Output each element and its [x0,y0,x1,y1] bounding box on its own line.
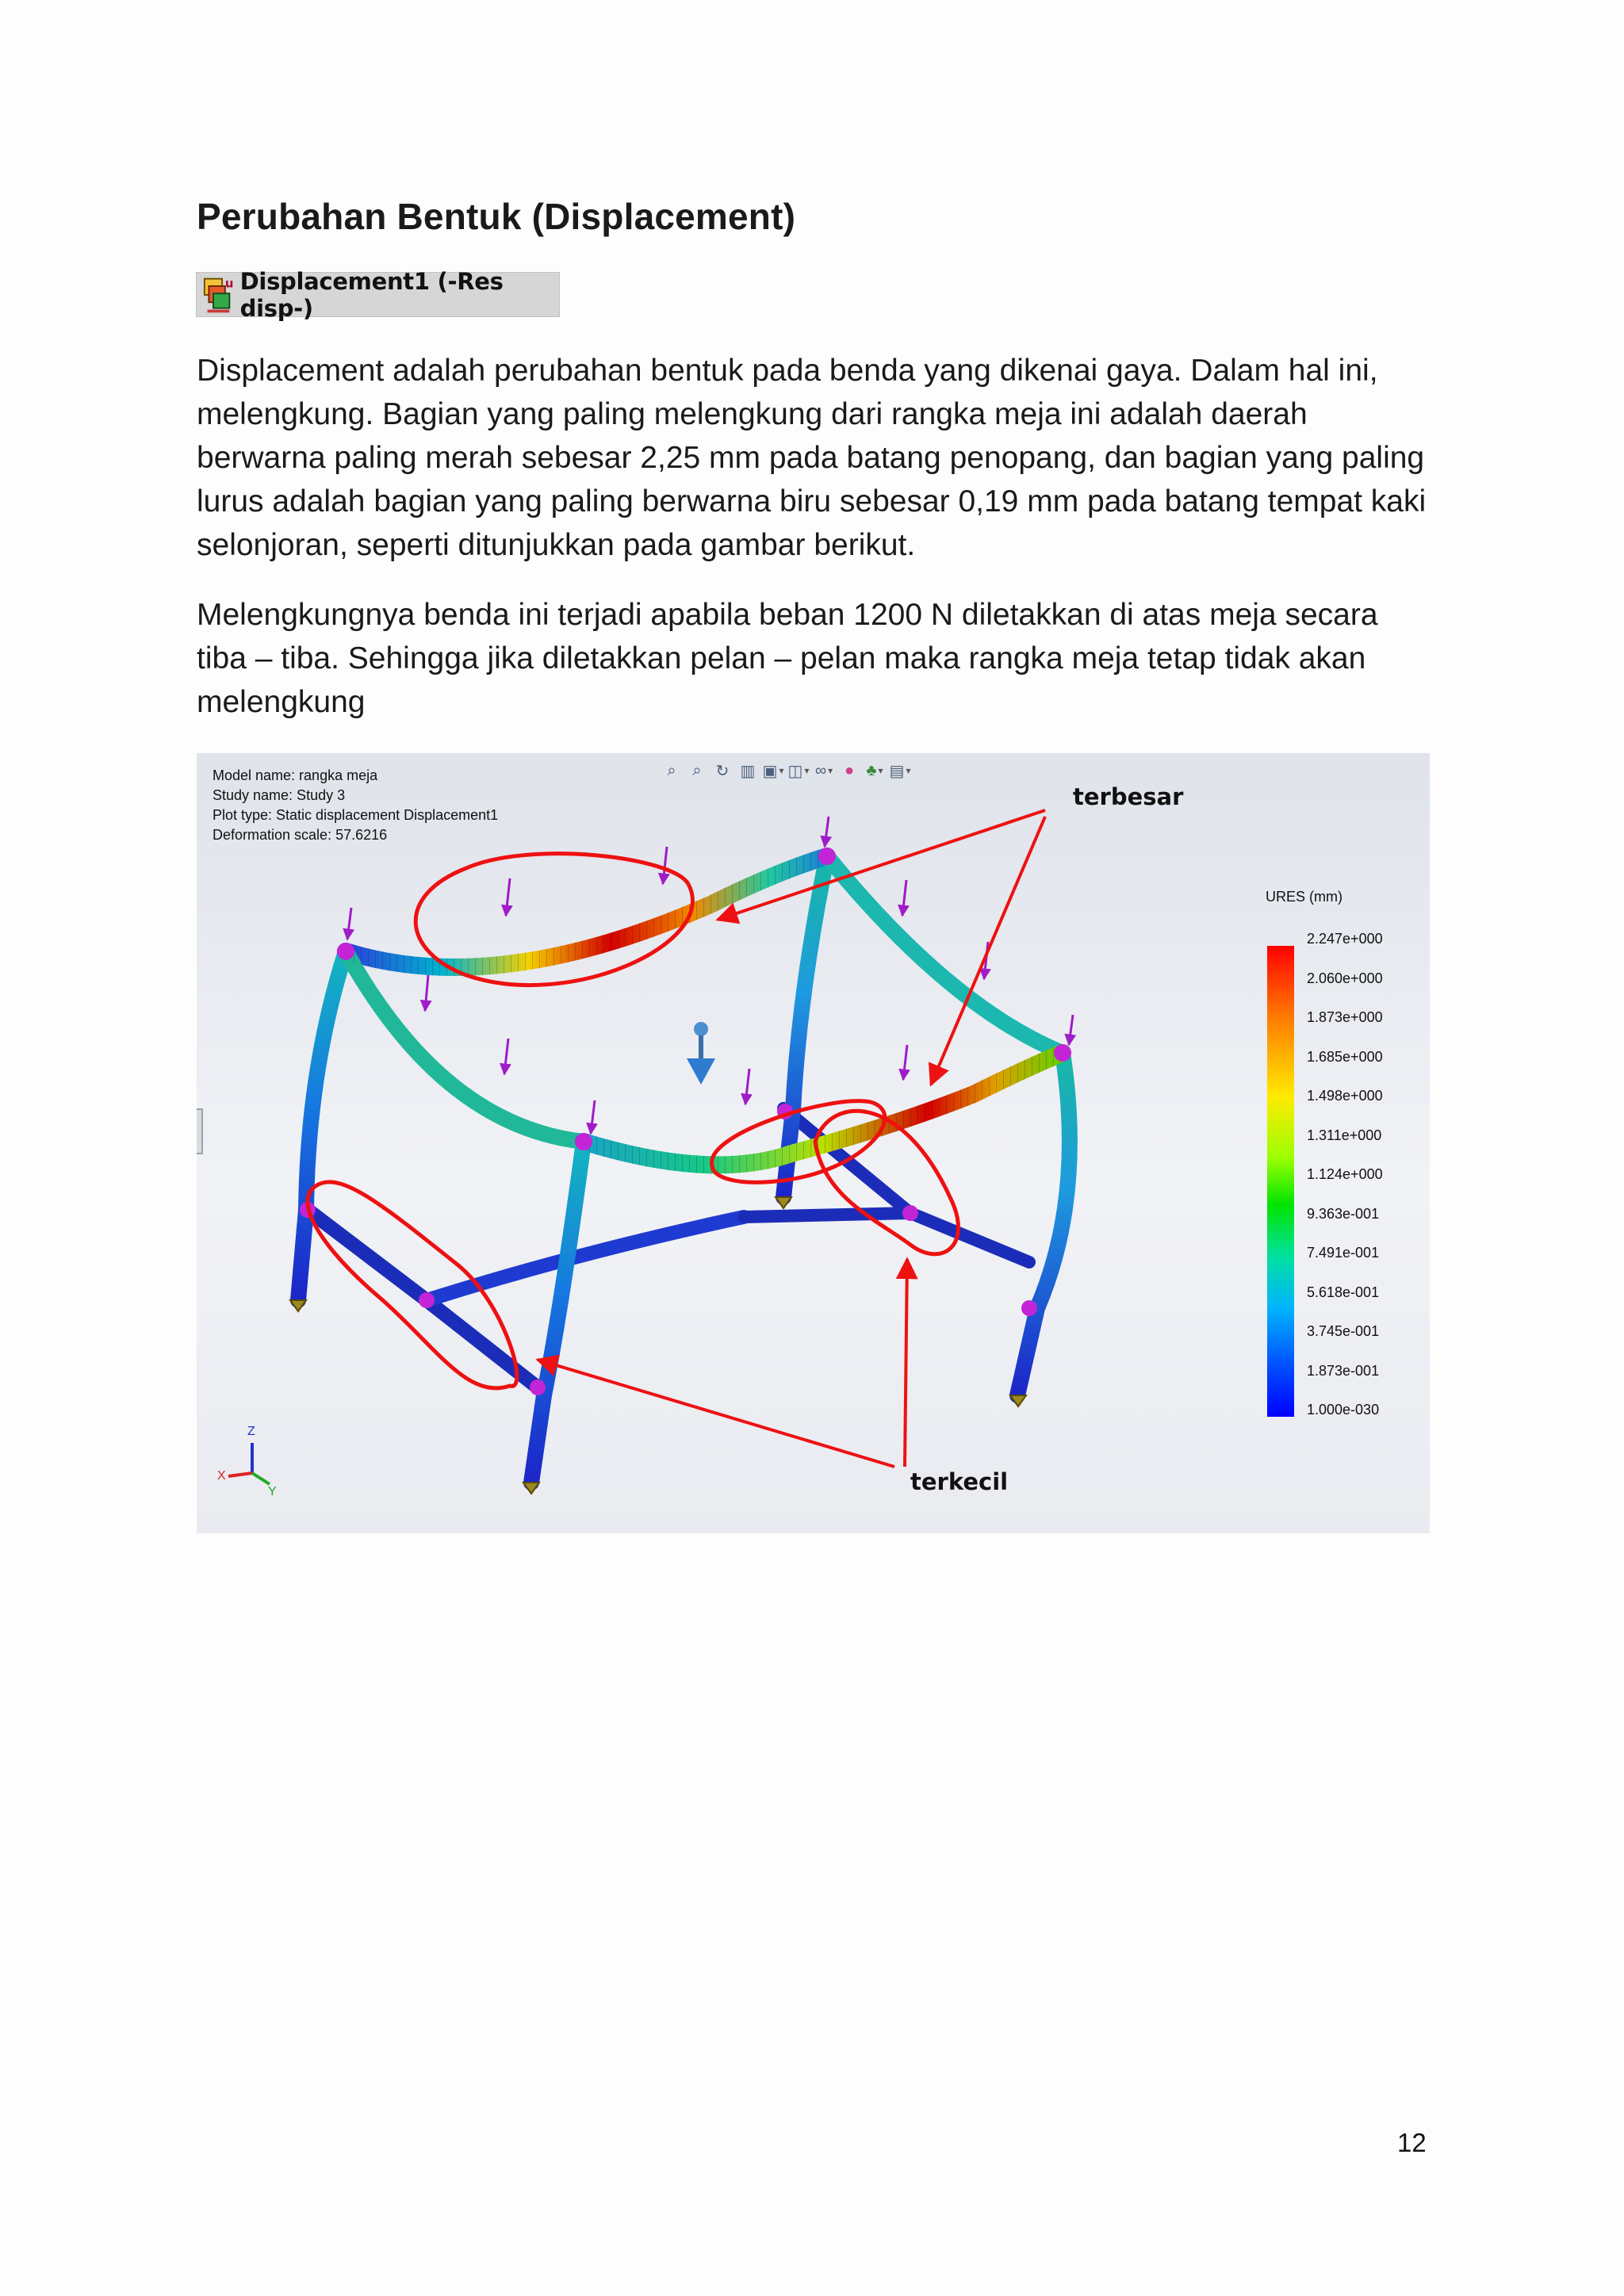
legend-value: 2.060e+000 [1307,970,1383,986]
appearance-icon[interactable]: ● [844,761,855,779]
result-label [196,267,560,322]
displacement-plot-icon [203,274,237,316]
legend-value: 1.498e+000 [1307,1088,1383,1104]
legend-value: 1.873e-001 [1307,1362,1380,1379]
axis-x-label: X [217,1469,226,1483]
page-number: 12 [1397,2128,1427,2157]
plot-type: Plot type: Static displacement Displacement1 [213,807,499,823]
scene-icon[interactable]: ♣ ▾ [864,760,885,781]
paragraph-load: Melengkungnya benda ini terjadi apabila beban 1200 N diletakkan di atas meja secara tiba – tiba. Sehingga jika diletakkan pelan – pelan maka rangka meja tetap tidak akan melengkung [197,598,1378,719]
legend-value: 1.000e-030 [1307,1402,1380,1418]
legend-value: 5.618e-001 [1307,1284,1380,1300]
display-style-icon[interactable]: ▣ ▾ [763,760,783,781]
frame-model [197,753,1430,1533]
view-settings-icon[interactable]: ▤ ▾ [890,760,910,781]
rotate-icon[interactable]: ↻ [715,762,730,780]
result-label-text: Displacement1 (-Res disp-) [239,267,504,322]
displacement-plot-figure [197,753,1430,1533]
frame-top-beams [346,856,1063,1165]
axis-triad [228,1443,270,1484]
page-heading: Perubahan Bentuk (Displacement) [197,196,796,237]
model-name: Model name: rangka meja [213,767,378,783]
legend-value: 1.873e+000 [1307,1009,1383,1025]
study-name: Study name: Study 3 [213,787,346,803]
paragraph-displacement: Displacement adalah perubahan bentuk pada benda yang dikenai gaya. Dalam hal ini, melengkung. Bagian yang paling melengkung dari rangka meja ini adalah daerah berwarna paling merah sebesar 2,25 mm pada batang penopang, dan bagian yang paling lurus adalah bagian yang paling berwarna biru sebesar 0,19 mm pada batang tempat kaki selonjoran, seperti ditunjukkan pada gambar berikut. [197,354,1427,562]
legend-value: 1.124e+000 [1307,1166,1383,1182]
zoom-to-fit-icon[interactable]: ⌕ [667,761,676,779]
axis-y-label: Y [268,1485,277,1498]
legend-color-bar [1267,946,1294,1417]
hide-show-icon[interactable]: ∞ ▾ [814,760,834,781]
view-orientation-icon[interactable]: ◫ ▾ [788,760,809,781]
gravity-icon [687,1022,715,1085]
axis-z-label: Z [247,1425,255,1438]
legend-value: 1.685e+000 [1307,1048,1383,1065]
legend-value: 9.363e-001 [1307,1205,1380,1222]
legend-value: 1.311e+000 [1307,1127,1382,1143]
callout-min-label: terkecil [910,1468,1009,1495]
model-info [213,766,498,845]
view-toolbar [661,758,910,783]
callout-max-label: terbesar [1073,783,1184,810]
zoom-area-icon[interactable]: ⌕ [692,761,702,779]
legend-title: URES (mm) [1266,889,1342,905]
legend-value: 7.491e-001 [1307,1245,1380,1261]
legend-value: 3.745e-001 [1307,1323,1380,1339]
legend-value: 2.247e+000 [1307,931,1383,947]
svg-text:u: u [224,277,234,291]
panel-handle[interactable] [197,1108,203,1154]
section-view-icon[interactable]: ▥ [740,762,756,780]
deformation-scale: Deformation scale: 57.6216 [213,827,388,843]
